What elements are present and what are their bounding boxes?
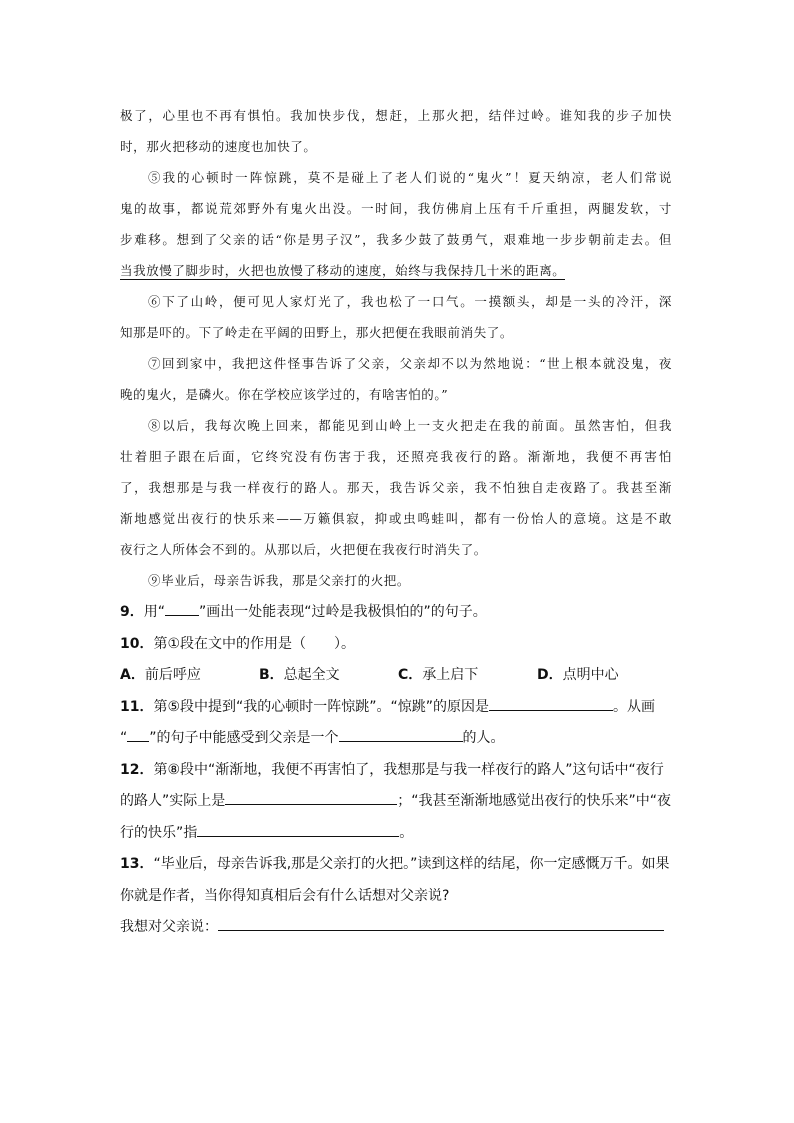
question-11 <box>120 692 676 724</box>
paragraph-5-line <box>120 224 672 255</box>
question-text: 用“ <box>143 604 166 620</box>
option-letter: D． <box>537 667 563 683</box>
option-letter: C． <box>398 667 423 683</box>
questions-section <box>120 597 676 944</box>
reading-passage <box>120 100 672 596</box>
question-text: 第⑧段中“渐渐地，我便不再害怕了，我想那是与我一样夜行的路人”这句话中“夜行 <box>153 761 664 778</box>
passage-line: 夜行之人所体会不到的。从那以后，火把便在我夜行时消失了。 <box>120 542 487 557</box>
question-text: ”的句子中能感受到父亲是一个 <box>149 730 339 746</box>
answer-blank[interactable] <box>489 695 613 711</box>
question-10 <box>120 629 676 661</box>
passage-line: 但 <box>658 232 672 247</box>
paragraph-7 <box>120 348 672 379</box>
question-13 <box>120 849 676 881</box>
paragraph-8 <box>120 410 672 441</box>
question-text: 你就是作者，当你得知真相后会有什么话想对父亲说? <box>120 887 450 904</box>
passage-line: 知那是吓的。下了岭走在平阔的田野上，那火把便在我眼前消失了。 <box>120 325 514 340</box>
passage-line: 时，那火把移动的速度也加快了。 <box>120 139 317 154</box>
answer-blank[interactable] <box>218 915 664 931</box>
question-text: 行的快乐”指 <box>120 824 198 841</box>
question-13-answer-line <box>120 912 676 944</box>
passage-line: 晚的鬼火，是磷火。你在学校应该学过的，有啥害怕的。” <box>120 387 449 402</box>
question-text: 第①段在文中的作用是（ ）。 <box>153 635 356 652</box>
paragraph-continued <box>120 100 672 131</box>
option-b[interactable] <box>259 660 398 692</box>
passage-line: 渐地感觉出夜行的快乐来——万籁俱寂，抑或虫鸣蛙叫，都有一份怡人的意境。这是不敢 <box>120 511 672 526</box>
paragraph-8-line <box>120 503 672 534</box>
answer-prompt: 我想对父亲说： <box>120 919 218 935</box>
question-9 <box>120 597 676 629</box>
paragraph-5 <box>120 162 672 193</box>
question-text: 第⑤段中提到“我的心顿时一阵惊跳”。“惊跳”的原因是 <box>153 698 490 715</box>
question-number: 13． <box>120 856 154 872</box>
option-c[interactable] <box>398 660 537 692</box>
passage-line: 步难移。想到了父亲的话“你是男子汉”，我多少鼓了鼓勇气，艰难地一步步朝前走去。 <box>120 232 659 247</box>
question-13-line-2 <box>120 881 676 913</box>
paragraph-8-line <box>120 534 672 565</box>
option-letter: A． <box>120 667 145 683</box>
answer-blank[interactable] <box>197 821 399 837</box>
option-text: 总起全文 <box>283 667 340 683</box>
option-d[interactable] <box>537 660 676 692</box>
paragraph-5-line <box>120 193 672 224</box>
passage-line: 壮着胆子跟在后面，它终究没有伤害于我，还照亮我夜行的路。渐渐地，我便不再害怕 <box>120 449 672 464</box>
paragraph-8-line <box>120 472 672 503</box>
question-number: 11． <box>120 698 154 715</box>
passage-line: ⑨毕业后，母亲告诉我，那是父亲打的火把。 <box>148 573 411 588</box>
option-letter: B． <box>259 667 284 683</box>
passage-line: ⑦回到家中，我把这件怪事告诉了父亲，父亲却不以为然地说：“世上根本就没鬼，夜 <box>148 356 672 371</box>
paragraph-7-line <box>120 379 672 410</box>
paragraph-8-line <box>120 441 672 472</box>
option-text: 点明中心 <box>562 667 619 683</box>
question-number: 10． <box>120 635 154 652</box>
question-12 <box>120 755 676 787</box>
question-text: 的人。 <box>462 730 505 746</box>
paragraph-9 <box>120 565 672 596</box>
question-text: ；“我甚至渐渐地感觉出夜行的快乐来”中“夜 <box>397 793 672 809</box>
paragraph-6-line <box>120 317 672 348</box>
passage-line: ⑤我的心顿时一阵惊跳，莫不是碰上了老人们说的“鬼火”！夏天纳凉，老人们常说 <box>148 170 672 185</box>
question-text: “ <box>120 730 128 746</box>
question-text: 。 <box>399 824 414 841</box>
option-a[interactable] <box>120 660 259 692</box>
passage-line: ⑥下了山岭，便可见人家灯光了，我也松了一口气。一摸额头，却是一头的冷汗，深 <box>148 294 672 309</box>
passage-line: 鬼的故事，都说荒郊野外有鬼火出没。一时间，我仿佛肩上压有千斤重担，两腿发软，寸 <box>120 201 672 216</box>
question-11-line-2 <box>120 723 676 755</box>
option-text: 承上启下 <box>422 667 479 683</box>
passage-line: ⑧以后，我每次晚上回来，都能见到山岭上一支火把走在我的前面。虽然害怕，但我 <box>148 418 672 433</box>
question-number: 9． <box>120 604 144 620</box>
question-text: 。从画 <box>613 698 656 715</box>
paragraph-continued-end <box>120 131 672 162</box>
answer-blank[interactable] <box>339 726 463 742</box>
question-12-line-2 <box>120 786 676 818</box>
question-text: “毕业后，母亲告诉我,那是父亲打的火把。”读到这样的结尾，你一定感慨万千。如果 <box>153 856 670 872</box>
paragraph-6 <box>120 286 672 317</box>
underlined-sentence: 当我放慢了脚步时，火把也放慢了移动的速度，始终与我保持几十米的距离。 <box>120 263 566 278</box>
option-text: 前后呼应 <box>144 667 201 683</box>
question-text: ”画出一处能表现“过岭是我极惧怕的”的句子。 <box>199 604 487 620</box>
answer-blank[interactable] <box>165 600 199 616</box>
paragraph-5-line <box>120 255 672 286</box>
answer-blank[interactable] <box>127 726 149 742</box>
question-10-options <box>120 660 676 692</box>
question-text: 的路人”实际上是 <box>120 793 226 809</box>
passage-line: 极了，心里也不再有惧怕。我加快步伐，想赶，上那火把，结伴过岭。谁知我的步子加快 <box>120 108 672 123</box>
question-number: 12． <box>120 761 154 778</box>
answer-blank[interactable] <box>225 789 397 805</box>
passage-line: 了，我想那是与我一样夜行的路人。那天，我告诉父亲，我不怕独自走夜路了。我甚至渐 <box>120 480 672 495</box>
question-12-line-3 <box>120 818 676 850</box>
